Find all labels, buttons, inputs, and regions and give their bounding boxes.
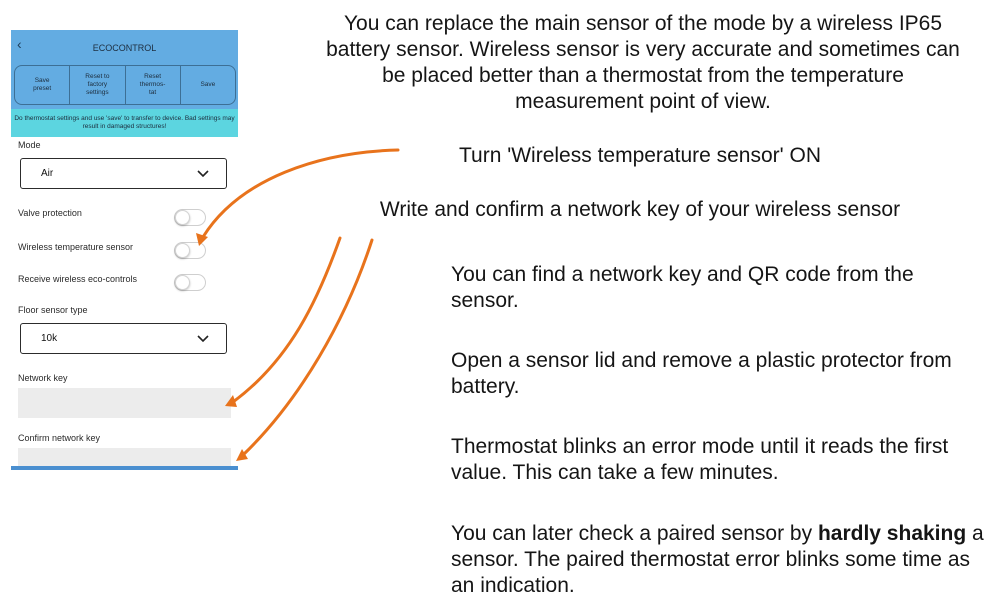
save-preset-button[interactable]: Save preset	[15, 66, 70, 104]
arrow-to-wireless-toggle	[203, 150, 398, 237]
save-button[interactable]: Save	[200, 81, 216, 88]
arrow-to-network-key	[233, 238, 340, 402]
floor-sensor-label: Floor sensor type	[18, 305, 88, 315]
app-title: ECOCONTROL	[92, 43, 157, 53]
warning-banner: Do thermostat settings and use 'save' to transfer to device. Bad settings may result in damaged structures!	[11, 109, 238, 137]
toggle-label-eco-controls: Receive wireless eco-controls	[18, 274, 138, 284]
toggle-label-wireless-sensor: Wireless temperature sensor	[18, 242, 134, 252]
step-network-key-text: Write and confirm a network key of your wireless sensor	[379, 198, 901, 221]
mode-label: Mode	[18, 140, 41, 150]
back-chevron-icon[interactable]: ‹	[17, 36, 22, 52]
tip-blink-text: Thermostat blinks an error mode until it reads the first value. This can take a few minutes.	[451, 435, 949, 484]
floor-sensor-value: 10k	[41, 333, 58, 344]
arrow-icon	[196, 233, 208, 246]
arrow-to-confirm-key	[243, 240, 372, 455]
toggle-label-valve-protection: Valve protection	[18, 208, 82, 218]
reset-factory-button[interactable]: Reset to factory settings	[70, 66, 125, 104]
reset-thermostat-button[interactable]: Reset thermos- tat	[126, 66, 181, 104]
confirm-key-label: Confirm network key	[18, 433, 101, 443]
tip-qr-text: You can find a network key and QR code from the sensor.	[451, 263, 914, 312]
tip-check-post: a sensor. The paired thermostat error blinks some time as an indication.	[451, 522, 984, 597]
network-key-label: Network key	[18, 373, 68, 383]
tip-check-pre: You can later check a paired sensor by	[451, 522, 818, 545]
tip-lid-text: Open a sensor lid and remove a plastic protector from battery.	[451, 349, 952, 398]
intro-text: You can replace the main sensor of the mode by a wireless IP65 battery sensor. Wireless sensor is very accurate and sometimes can be placed better than a thermostat from the temperature measurement point of view.	[326, 12, 960, 113]
mode-value: Air	[41, 168, 54, 179]
tip-check-bold: hardly shaking	[817, 522, 967, 545]
step-turn-on-text: Turn 'Wireless temperature sensor' ON	[458, 144, 821, 167]
